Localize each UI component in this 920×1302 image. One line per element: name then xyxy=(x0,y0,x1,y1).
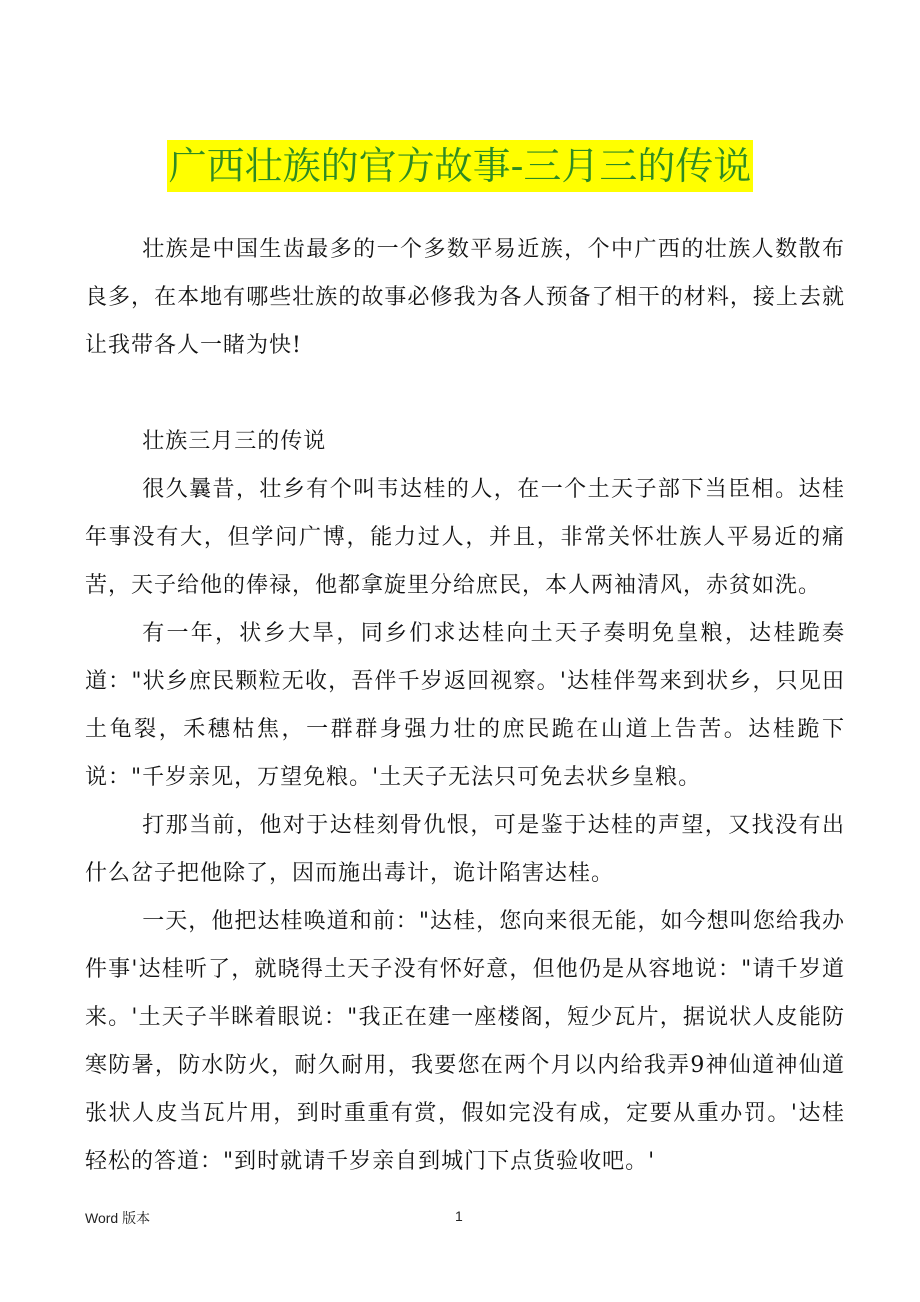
paragraph: 有一年，状乡大旱，同乡们求达桂向土天子奏明免皇粮，达桂跪奏道："状乡庶民颗粒无收，吾伴千岁返回视察。'达桂伴驾来到状乡，只见田土龟裂，禾穗枯焦，一群群身强力壮的庶民跪在山道上告苦。达桂跪下说："千岁亲见，万望免粮。'土天子无法只可免去状乡皇粮。 xyxy=(85,621,845,790)
paragraph: 打那当前，他对于达桂刻骨仇恨，可是鉴于达桂的声望，又找没有出什么岔子把他除了，因而施出毒计，诡计陷害达桂。 xyxy=(85,813,845,886)
section-heading: 壮族三月三的传说 xyxy=(142,429,327,454)
document-title: 广西壮族的官方故事-三月三的传说 xyxy=(167,140,754,192)
paragraph: 很久曩昔，壮乡有个叫韦达桂的人，在一个土天子部下当臣相。达桂年事没有大，但学问广博，能力过人，并且，非常关怀壮族人平易近的痛苦，天子给他的俸禄，他都拿旋里分给庶民，本人两袖清风，赤贫如洗。 xyxy=(85,477,845,598)
paragraph-gap xyxy=(85,370,845,418)
paragraph-intro: 壮族是中国生齿最多的一个多数平易近族，个中广西的壮族人数散布良多，在本地有哪些壮族的故事必修我为各人预备了相干的材料，接上去就让我带各人一睹为快! xyxy=(85,237,845,358)
title-container xyxy=(0,140,920,192)
paragraph: 一天，他把达桂唤道和前："达桂，您向来很无能，如今想叫您给我办件事'达桂听了，就晓得土天子没有怀好意，但他仍是从容地说："请千岁道来。'土天子半眯着眼说："我正在建一座楼阁，短少瓦片，据说状人皮能防寒防暑，防水防火，耐久耐用，我要您在两个月以内给我弄9神仙道神仙道张状人皮当瓦片用，到时重重有赏，假如完没有成，定要从重办罚。'达桂轻松的答道："到时就请千岁亲自到城门下点货验收吧。' xyxy=(85,909,845,1174)
document-body xyxy=(85,226,845,1186)
footer-label: Word 版本 xyxy=(85,1210,151,1226)
page-number: 1 xyxy=(455,1208,463,1224)
